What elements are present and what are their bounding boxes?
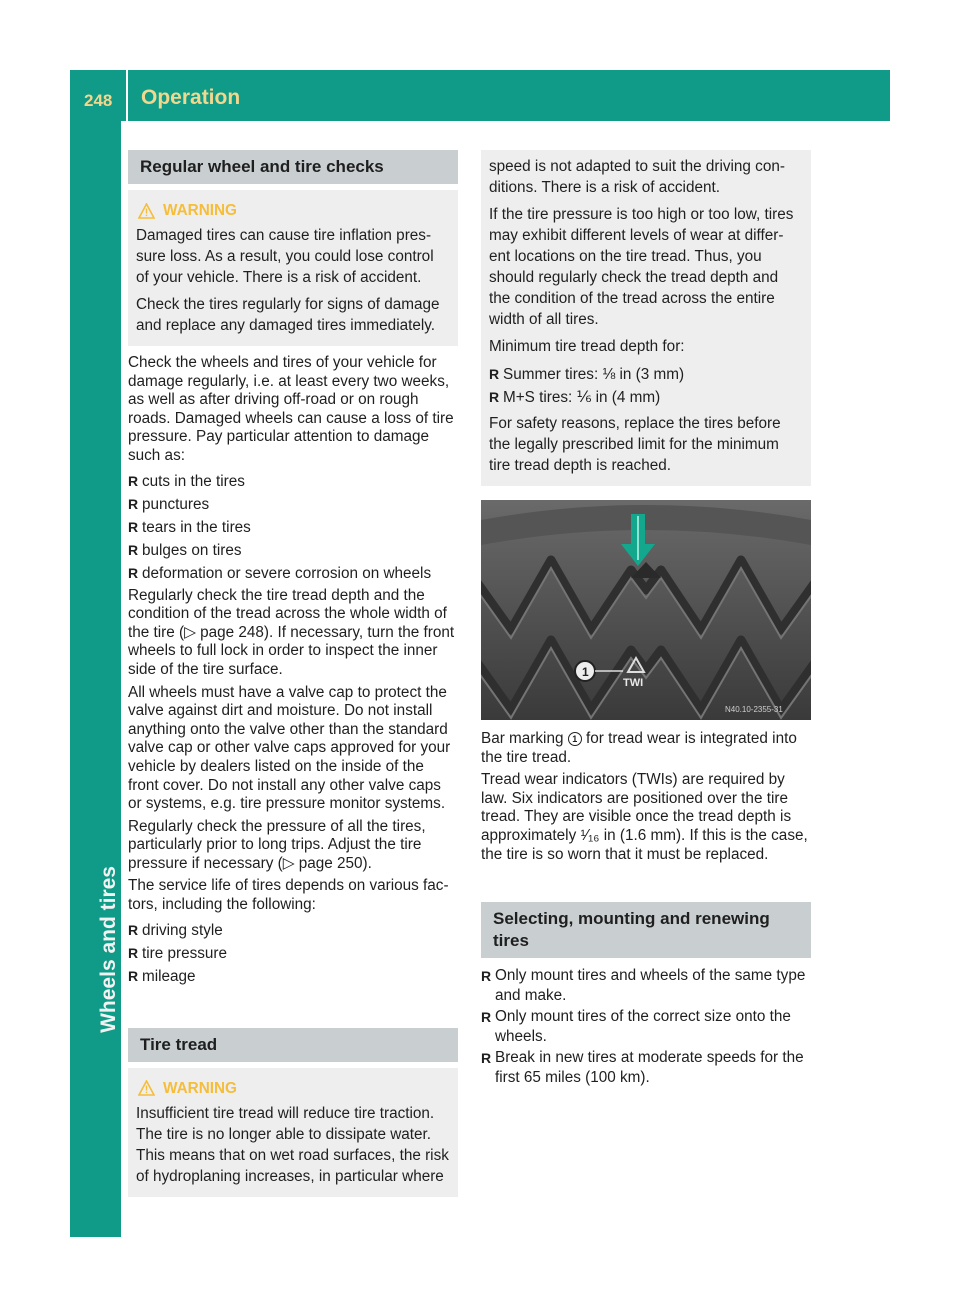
paragraph: All wheels must have a valve cap to protect the valve against dirt and moisture. Do not install anything onto the valve other than the standard valve cap or other valve caps approved for your vehicle by dealers listed on the inside of the front cover. Do not install any other valve caps or systems, e.g. tire pressure monitor systems. bbox=[128, 683, 451, 813]
list-item: R bulges on tires bbox=[128, 539, 458, 562]
list-item: R M+S tires: ⅙ in (4 mm) bbox=[489, 386, 803, 409]
left-column bbox=[128, 150, 458, 1197]
warning-text: speed is not adapted to suit the driving con- ditions. There is a risk of accident. bbox=[489, 158, 785, 196]
warning-text: Insufficient tire tread will reduce tire traction. The tire is no longer able to dissipate water. This means that on wet road surfaces, the risk of hydroplaning increases, in particular where bbox=[136, 1104, 449, 1185]
warning-box-1 bbox=[128, 190, 458, 346]
section-title-selecting-tires: Selecting, mounting and renewing tires bbox=[481, 902, 811, 958]
right-column bbox=[481, 150, 811, 1088]
paragraph: Regularly check the pressure of all the tires, particularly prior to long trips. Adjust the tire pressure if necessary (▷ page 250). bbox=[128, 817, 426, 872]
list-item: R deformation or severe corrosion on wheels bbox=[128, 562, 458, 585]
side-tab bbox=[70, 121, 121, 1237]
twi-label: TWI bbox=[623, 677, 644, 689]
list-item: R tears in the tires bbox=[128, 516, 458, 539]
warning-text: Damaged tires can cause tire inflation pres- sure loss. As a result, you could lose control of your vehicle. There is a risk of accident. bbox=[136, 227, 434, 286]
paragraph: Regularly check the tire tread depth and the condition of the tread across the whole width of the tire (▷ page 248). If necessary, turn the front wheels to full lock in order to inspect the inner side of the tire surface. bbox=[128, 586, 455, 678]
header-divider bbox=[126, 70, 128, 121]
side-tab-label: Wheels and tires bbox=[97, 866, 120, 1033]
factors-list bbox=[128, 919, 458, 988]
list-item: R punctures bbox=[128, 493, 458, 516]
callout-number-icon: 1 bbox=[568, 732, 582, 746]
warning-text: Check the tires regularly for signs of damage and replace any damaged tires immediately. bbox=[136, 296, 440, 334]
warning-triangle-icon bbox=[138, 203, 155, 219]
warning-text: If the tire pressure is too high or too low, tires may exhibit different levels of wear at differ- ent locations on the tire tread. Thus, you should regularly check the tread depth and the condition of the tread across the entire width of all tires. bbox=[489, 206, 794, 328]
section-title-tire-tread: Tire tread bbox=[128, 1028, 458, 1062]
warning-text: Minimum tire tread depth for: bbox=[489, 338, 685, 355]
warning-title: WARNING bbox=[138, 200, 450, 221]
paragraph: Check the wheels and tires of your vehicle for damage regularly, i.e. at least every two weeks, as well as after driving off-road or on rough roads. Damaged wheels can cause a loss of tire pressure. Pay particular attention to damage such as: bbox=[128, 354, 454, 464]
chapter-title: Operation bbox=[141, 86, 241, 109]
paragraph: The service life of tires depends on various fac- tors, including the following: bbox=[128, 877, 449, 914]
warning-box-2-continued bbox=[481, 150, 811, 486]
section-title-regular-checks: Regular wheel and tire checks bbox=[128, 150, 458, 184]
warning-box-2 bbox=[128, 1068, 458, 1197]
list-item: R Only mount tires of the correct size onto the wheels. bbox=[481, 1007, 811, 1047]
list-item: R Summer tires: ⅛ in (3 mm) bbox=[489, 363, 803, 386]
warning-triangle-icon bbox=[138, 1080, 155, 1096]
damage-list bbox=[128, 470, 458, 585]
list-item: R Break in new tires at moderate speeds for the first 65 miles (100 km). bbox=[481, 1048, 811, 1088]
mounting-list bbox=[481, 966, 811, 1088]
warning-text: For safety reasons, replace the tires before the legally prescribed limit for the minimum tire tread depth is reached. bbox=[489, 415, 781, 474]
list-item: R tire pressure bbox=[128, 942, 458, 965]
list-item: R mileage bbox=[128, 965, 458, 988]
warning-title: WARNING bbox=[138, 1078, 450, 1099]
list-item: R cuts in the tires bbox=[128, 470, 458, 493]
tire-tread-drawing bbox=[481, 500, 811, 720]
paragraph: Tread wear indicators (TWIs) are required by law. Six indicators are positioned over the tire tread. They are visible once the tread depth is approximately ¹⁄₁₆ in (1.6 mm). If this is the case, the tire is so worn that it must be replaced. bbox=[481, 771, 808, 863]
page-number: 248 bbox=[84, 91, 113, 110]
paragraph-bar-marking: Bar marking 1 for tread wear is integrated into the tire tread. bbox=[481, 730, 797, 766]
svg-text:1: 1 bbox=[582, 665, 589, 679]
figure-code: N40.10-2355-31 bbox=[725, 705, 783, 714]
list-item: R Only mount tires and wheels of the same type and make. bbox=[481, 966, 811, 1006]
list-item: R driving style bbox=[128, 919, 458, 942]
tire-tread-illustration bbox=[481, 500, 811, 720]
tread-depth-list bbox=[489, 363, 803, 409]
